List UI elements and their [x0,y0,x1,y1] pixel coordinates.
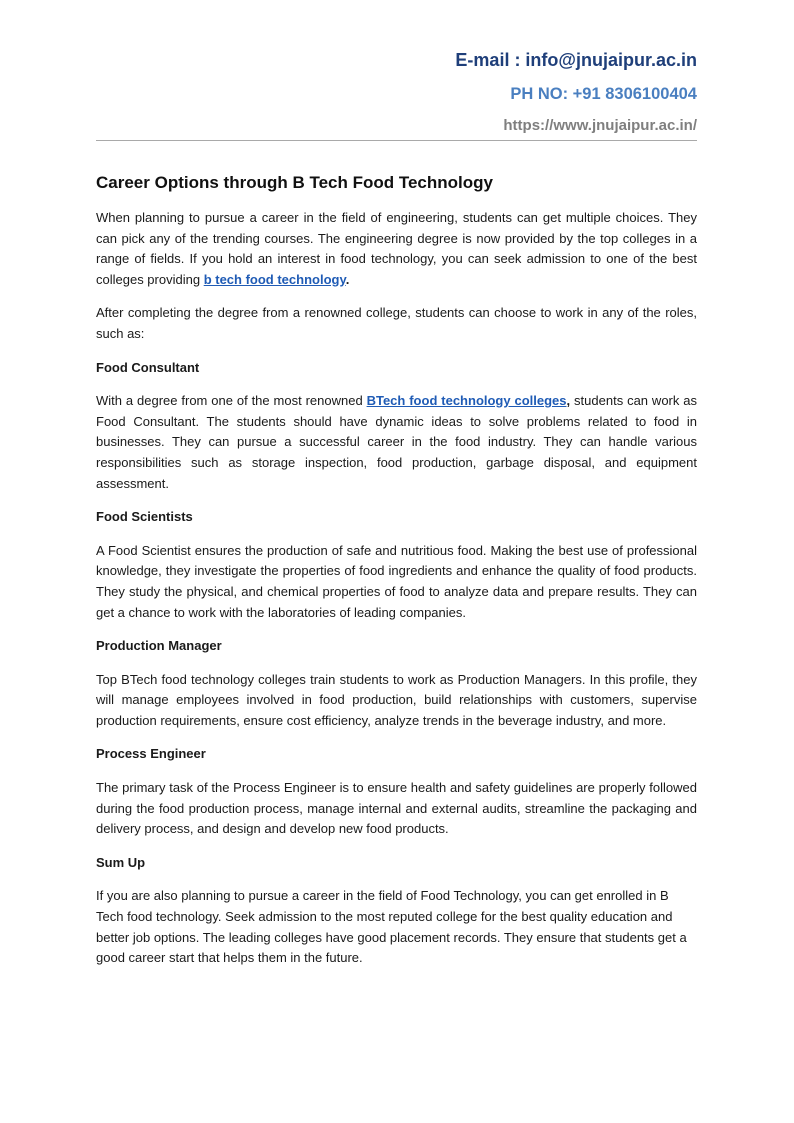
header-website: https://www.jnujaipur.ac.in/ [503,117,697,134]
process-engineer-paragraph: The primary task of the Process Engineer is to ensure health and safety guidelines are properly followed during the food production process, manage internal and external audits, streamline the packaging and delivery process, and design and develop new food products. [96,780,697,837]
food-consultant-paragraph [96,391,697,494]
production-manager-paragraph: Top BTech food technology colleges train students to work as Production Managers. In this profile, they will manage employees involved in food production, build relationships with customers, supervise production requirements, ensure cost efficiency, analyze trends in the beverage industry, and more. [96,671,697,728]
section-heading-food-consultant: Food Consultant [96,359,200,375]
intro-text: When planning to pursue a career in the field of engineering, students can get multiple choices. They can pick any of the trending courses. The engineering degree is now provided by the top colleges in a range of fields. If you hold an interest in food technology, you can seek admission to one of the best colleges providing [96,210,697,287]
article-body [96,208,697,969]
header-phone: PH NO: +91 8306100404 [510,85,697,103]
document-page [96,0,697,982]
food-consultant-comma: , [566,393,571,409]
section-heading-process-engineer: Process Engineer [96,746,206,762]
page-title: Career Options through B Tech Food Technology [96,173,493,192]
page-header [96,0,697,141]
header-email: E-mail : info@jnujaipur.ac.in [455,50,697,70]
section-heading-production-manager: Production Manager [96,638,222,654]
roles-intro-paragraph: After completing the degree from a renowned college, students can choose to work in any of the roles, such as: [96,305,697,341]
btech-food-technology-colleges-link[interactable]: BTech food technology colleges [366,393,567,409]
food-consultant-text-before: With a degree from one of the most renowned [96,393,367,409]
header-divider [96,140,697,141]
food-consultant-text-after: students can work as Food Consultant. The students should have dynamic ideas to solve problems related to food in businesses. They can pursue a successful career in the food industry. They can handle various responsibilities such as storage inspection, food production, garbage disposal, and equipment assessment. [96,393,697,491]
sum-up-paragraph: If you are also planning to pursue a career in the field of Food Technology, you can get enrolled in B Tech food technology. Seek admission to the most reputed college for the best quality education and better job options. The leading colleges have good placement records. They ensure that students get a good career start that helps them in the future. [96,888,687,966]
intro-period: . [345,271,350,287]
section-heading-sum-up: Sum Up [96,854,146,870]
b-tech-food-technology-link[interactable]: b tech food technology [203,271,346,287]
food-scientists-paragraph: A Food Scientist ensures the production of safe and nutritious food. Making the best use of professional knowledge, they investigate the properties of food ingredients and enhance the quality of food products. They study the physical, and chemical properties of food to analyze data and prepare results. They can get a chance to work with the laboratories of leading companies. [96,542,697,620]
intro-paragraph [96,208,697,290]
section-heading-food-scientists: Food Scientists [96,509,193,525]
